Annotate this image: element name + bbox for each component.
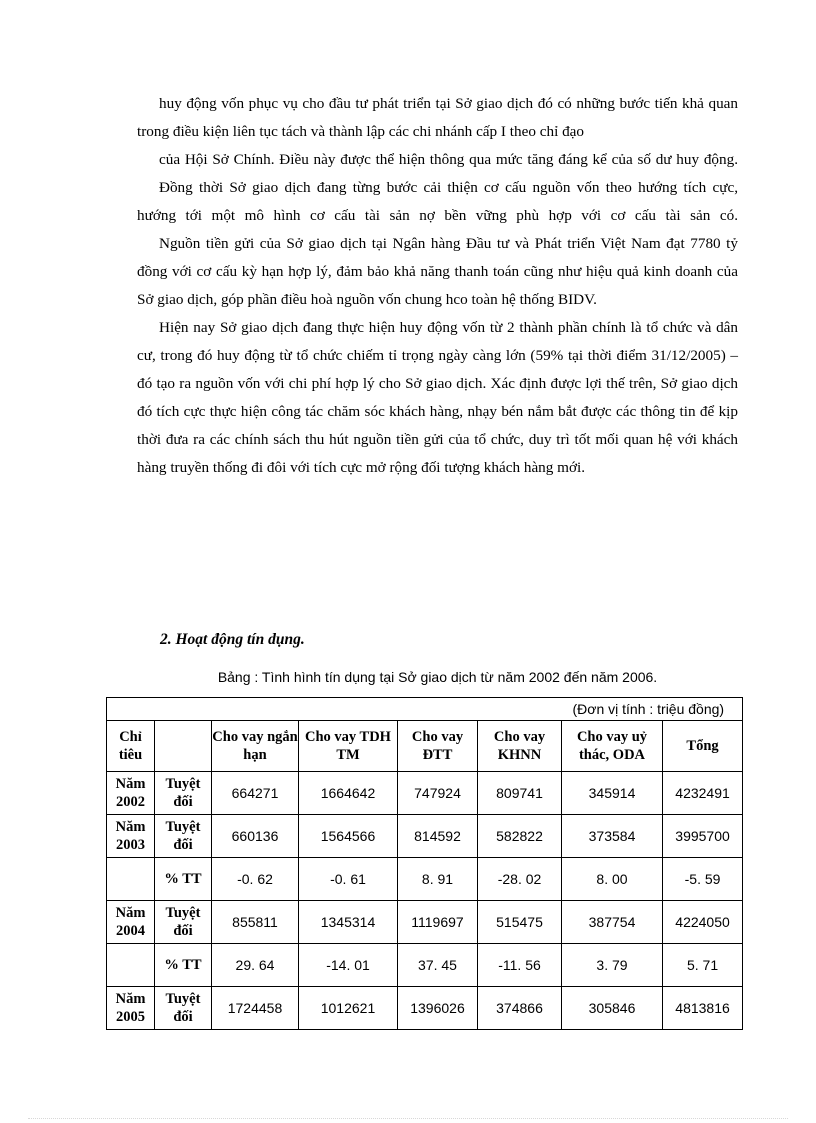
cell-value: 855811	[212, 901, 299, 944]
header-tdh-tm: Cho vay TDH TM	[299, 721, 398, 772]
row-year: Năm 2005	[107, 987, 155, 1030]
body-text	[137, 90, 738, 482]
cell-value: 1396026	[398, 987, 478, 1030]
cell-value: -28. 02	[478, 858, 562, 901]
cell-value: 8. 00	[562, 858, 663, 901]
row-metric: Tuyệt đối	[155, 772, 212, 815]
table-header-row	[107, 721, 743, 772]
header-ngan-han: Cho vay ngắn hạn	[212, 721, 299, 772]
table-row	[107, 944, 743, 987]
cell-value: -5. 59	[663, 858, 743, 901]
cell-value: -11. 56	[478, 944, 562, 987]
cell-value: 3. 79	[562, 944, 663, 987]
header-chi-tieu: Chỉ tiêu	[107, 721, 155, 772]
paragraph-5: Hiện nay Sở giao dịch đang thực hiện huy động vốn từ 2 thành phần chính là tổ chức và dân cư, trong đó huy động từ tổ chức chiếm tỉ trọng ngày càng lớn (59% tại thời điểm 31/12/2005) – đó tạo ra nguồn vốn với chi phí hợp lý cho Sở giao dịch. Xác định được lợi thế trên, Sở giao dịch đó tích cực thực hiện công tác chăm sóc khách hàng, nhạy bén nắm bắt được các thông tin để kịp thời đưa ra các chính sách thu hút nguồn tiền gửi của tổ chức, duy trì tốt mối quan hệ với khách hàng truyền thống đi đôi với tích cực mở rộng đối tượng khách hàng mới.	[137, 319, 738, 476]
header-khnn: Cho vay KHNN	[478, 721, 562, 772]
cell-value: 305846	[562, 987, 663, 1030]
table-row	[107, 772, 743, 815]
table-row	[107, 815, 743, 858]
paragraph-2: của Hội Sở Chính. Điều này được thể hiện thông qua mức tăng đáng kể của số dư huy động.	[159, 151, 738, 168]
cell-value: 374866	[478, 987, 562, 1030]
cell-value: 1119697	[398, 901, 478, 944]
cell-value: 1564566	[299, 815, 398, 858]
paragraph-3: Đồng thời Sở giao dịch đang từng bước cải thiện cơ cấu nguồn vốn theo hướng tích cực, hướng tới một mô hình cơ cấu tài sản nợ bền vững phù hợp với cơ cấu tài sản có.	[137, 179, 738, 224]
table-unit-row	[107, 698, 743, 721]
cell-value: 373584	[562, 815, 663, 858]
cell-value: 4232491	[663, 772, 743, 815]
cell-value: 4224050	[663, 901, 743, 944]
header-blank	[155, 721, 212, 772]
cell-value: 1012621	[299, 987, 398, 1030]
row-year: Năm 2004	[107, 901, 155, 944]
table-caption: Bảng : Tình hình tín dụng tại Sở giao dịch từ năm 2002 đến năm 2006.	[217, 669, 658, 685]
row-metric: Tuyệt đối	[155, 987, 212, 1030]
row-metric: % TT	[155, 858, 212, 901]
cell-value: 37. 45	[398, 944, 478, 987]
cell-value: 29. 64	[212, 944, 299, 987]
cell-value: 4813816	[663, 987, 743, 1030]
cell-value: 664271	[212, 772, 299, 815]
header-tong: Tổng	[663, 721, 743, 772]
cell-value: 345914	[562, 772, 663, 815]
cell-value: 515475	[478, 901, 562, 944]
credit-table	[106, 697, 743, 1030]
cell-value: 582822	[478, 815, 562, 858]
table-row	[107, 858, 743, 901]
cell-value: 3995700	[663, 815, 743, 858]
cell-value: 1724458	[212, 987, 299, 1030]
section-heading: 2. Hoạt động tín dụng.	[160, 631, 305, 648]
row-metric: Tuyệt đối	[155, 901, 212, 944]
cell-value: -0. 62	[212, 858, 299, 901]
row-year: Năm 2002	[107, 772, 155, 815]
cell-value: -0. 61	[299, 858, 398, 901]
row-year	[107, 858, 155, 901]
header-uy-thac-oda: Cho vay uỷ thác, ODA	[562, 721, 663, 772]
cell-value: 1345314	[299, 901, 398, 944]
row-metric: Tuyệt đối	[155, 815, 212, 858]
row-metric: % TT	[155, 944, 212, 987]
table-row	[107, 987, 743, 1030]
paragraph-4: Nguồn tiền gửi của Sở giao dịch tại Ngân hàng Đầu tư và Phát triển Việt Nam đạt 7780 tỷ đồng với cơ cấu kỳ hạn hợp lý, đảm bảo khả năng thanh toán cũng như hiệu quả kinh doanh của Sở giao dịch, góp phần điều hoà nguồn vốn chung hco toàn hệ thống BIDV.	[137, 235, 738, 308]
cell-value: 660136	[212, 815, 299, 858]
header-dtt: Cho vay ĐTT	[398, 721, 478, 772]
row-year: Năm 2003	[107, 815, 155, 858]
cell-value: 809741	[478, 772, 562, 815]
table-unit: (Đơn vị tính : triệu đồng)	[107, 698, 743, 721]
cell-value: 814592	[398, 815, 478, 858]
page-footer-divider	[28, 1118, 788, 1119]
cell-value: 5. 71	[663, 944, 743, 987]
cell-value: 8. 91	[398, 858, 478, 901]
cell-value: 1664642	[299, 772, 398, 815]
table-row	[107, 901, 743, 944]
cell-value: 387754	[562, 901, 663, 944]
row-year	[107, 944, 155, 987]
cell-value: 747924	[398, 772, 478, 815]
cell-value: -14. 01	[299, 944, 398, 987]
paragraph-1: huy động vốn phục vụ cho đầu tư phát triển tại Sở giao dịch đó có những bước tiến khả quan trong điều kiện liên tục tách và thành lập các chi nhánh cấp I theo chỉ đạo	[137, 95, 738, 140]
